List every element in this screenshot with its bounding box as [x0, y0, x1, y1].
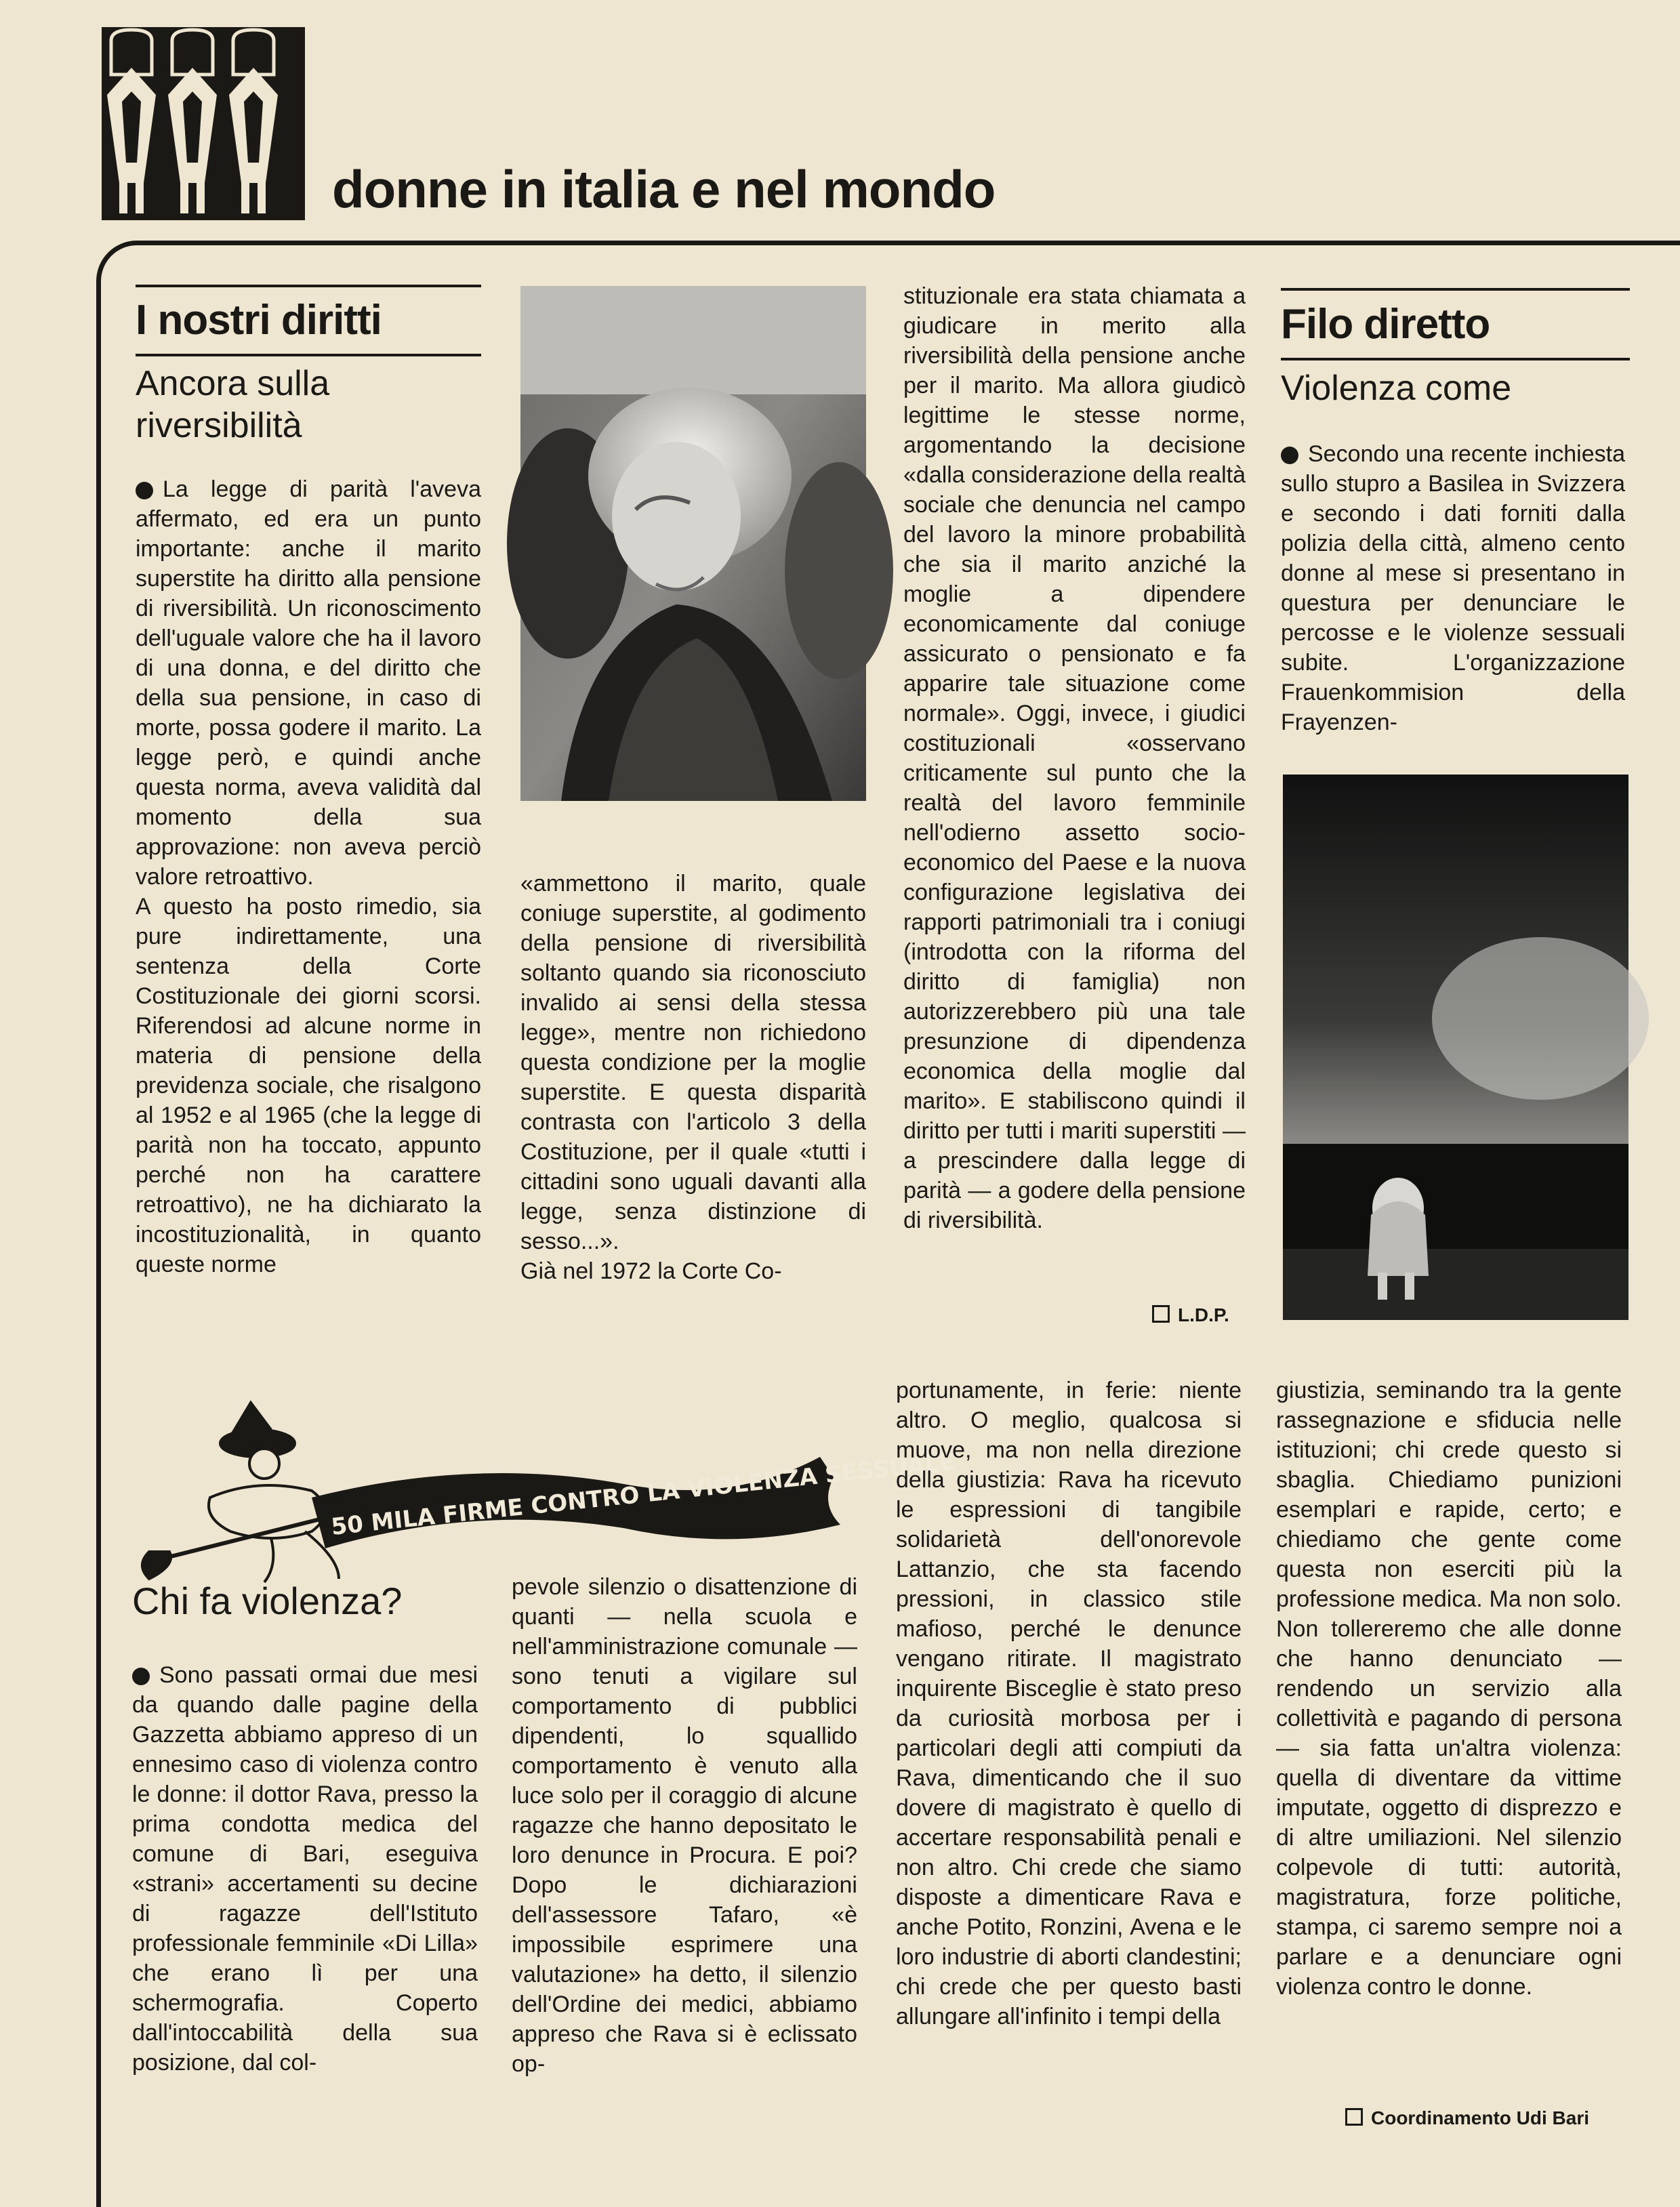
section-rule-top: [136, 285, 481, 287]
three-women-silhouettes-icon: [102, 27, 305, 220]
article-title-chi-fa-violenza: Chi fa violenza?: [132, 1580, 403, 1622]
section-rule-bottom-right: [1281, 358, 1630, 360]
article-column-3: stituzionale era stata chiamata a giudicare in merito alla riversibilità della pensione anche per il marito. Ma allora giudicò legittime le stesse norme, argomentando la decisione «dalla considerazione della realtà sociale che denuncia nel campo del lavoro la minore probabilità che sia il marito anziché la moglie a dipendere economicamente dal coniuge assicurato o pensionato e fa apparire tale situazione come normale». Oggi, invece, i giudici costituzionali «osservano criticamente sul punto che la realtà del lavoro femminile nell'odierno assetto socio-economico del Paese e la nuova configurazione legislativa dei rapporti patrimoniali tra i coniugi (introdotta con la riforma del diritto di famiglia) non autorizzerebbero più una tale presunzione di dipendenza economica della moglie dal marito». E stabiliscono quindi il diritto per tutti i mariti superstiti — a prescindere dalla legge di parità — a godere della pensione di riversibilità.: [903, 283, 1246, 1233]
photo-elderly-woman: [520, 286, 866, 801]
bottom-column-2: pevole silenzio o disattenzione di quanti — nella scuola e nell'amministrazione comunale — sono tenuti a vigilare sul comportamento di pubblici dipendenti, lo squallido comportamento è venuto alla luce solo per il coraggio di alcune ragazze che hanno depositato le loro denunce in Procura. E poi? Dopo le dichiarazioni dell'assessore Tafaro, «è impossibile esprimere una valutazione» ha detto, il silenzio dell'Ordine dei medici, abbiamo appreso che Rava si è eclissato op-: [512, 1574, 857, 2077]
bottom-column-3: portunamente, in ferie: niente altro. O meglio, qualcosa si muove, ma non nella direzione della giustizia: Rava ha ricevuto le espressioni di tangibile solidarietà dell'onorevole Lattanzio, che sta facendo pressioni, in classico stile mafioso, perché le denunce vengano ritirate. Il magistrato inquirente Bisceglie è stato preso da curiosità morbosa per i particolari degli atti compiuti da Rava, dimenticando che il suo dovere di magistrato è quello di accertare responsabilità penali e non altro. Chi crede che siamo disposte a dimenticare Rava e anche Potito, Ronzini, Avena e le loro industrie di aborti clandestini; chi crede che per questo basti allungare all'infinito i tempi della: [896, 1378, 1242, 2029]
article-frame-left: [96, 1389, 101, 2207]
article-subtitle-right: Violenza come: [1281, 369, 1512, 408]
photo-seated-woman: [1283, 775, 1628, 1320]
bullet-icon: [1281, 447, 1298, 464]
section-title-nostri-diritti: I nostri diritti: [136, 297, 382, 344]
article-right-body-text: Secondo una recente inchiesta sullo stupro a Basilea in Svizzera e secondo i dati forniti dalla polizia della città, almeno cento donne al mese si presentano in questura per denunciare le percosse e le violenze sessuali subite. L'organizzazione Frauenkommision della Frayenzen-: [1281, 441, 1625, 735]
signature-udi-bari: [1345, 2107, 1589, 2129]
banner-text: 50 MILA FIRME CONTRO LA VIOLENZA SESSUALE: [329, 1448, 957, 1541]
banner-illustration-witch: [136, 1382, 957, 1586]
article-right-body: [1281, 439, 1625, 741]
bullet-icon: [132, 1668, 150, 1685]
article-column-1: [136, 474, 481, 1321]
signature-ldp: [1152, 1304, 1229, 1326]
bottom-column-1-text: Sono passati ormai due mesi da quando dalle pagine della Gazzetta abbiamo appreso di un ennesimo caso di violenza contro le donne: il dottor Rava, presso la prima condotta medica del comune di Bari, eseguiva «strani» accertamenti su decine di ragazze dell'Istituto professionale femminile «Di Lilla» che erano lì per una schermografia. Coperto dall'intoccabilità della sua posizione, dal col-: [132, 1662, 478, 2076]
section-rule-top-right: [1281, 288, 1630, 291]
article-column-1-text: La legge di parità l'aveva affermato, ed era un punto importante: anche il marito superstite ha diritto alla pensione di riversibilità. Un riconoscimento dell'uguale valore che ha il lavoro di una donna, e del diritto che della sua pensione, in caso di morte, possa godere il marito. La legge però, e quindi anche questa norma, aveva validità dal momento della sua approvazione: non aveva perciò valore retroattivo. A questo ha posto rimedio, sia pure indirettamente, una sentenza della Corte Costituzionale dei giorni scorsi. Riferendosi ad alcune norme in materia di pensione della previdenza sociale, che risalgono al 1952 e al 1965 (che la legge di parità non ha toccato, appunto perché non ha carattere retroattivo), ne ha dichiarato la incostituzionalità, in quanto queste norme: [136, 476, 481, 1277]
section-rule-bottom: [136, 354, 481, 356]
bullet-icon: [136, 482, 153, 499]
signature-box-icon: [1345, 2108, 1363, 2126]
article-column-2: «ammettono il marito, quale coniuge superstite, al godimento della pensione di riversibilità soltanto quando sia riconosciuto invalido ai sensi della stessa legge», mentre non richiedono questa condizione per la moglie superstite. E questa disparità contrasta con l'articolo 3 della Costituzione, per il quale «tutti i cittadini sono uguali davanti alla legge, senza distinzione di sesso...». Già nel 1972 la Corte Co-: [520, 871, 866, 1284]
bottom-column-1: [132, 1660, 478, 2134]
signature-box-icon: [1152, 1305, 1170, 1323]
section-title-filo-diretto: Filo diretto: [1281, 301, 1490, 348]
article-subtitle: Ancora sulla riversibilità: [136, 364, 330, 445]
page-header-title: donne in italia e nel mondo: [332, 159, 996, 219]
signature-udi-bari-text: Coordinamento Udi Bari: [1371, 2107, 1590, 2128]
signature-ldp-text: L.D.P.: [1178, 1304, 1229, 1325]
bottom-column-4: giustizia, seminando tra la gente rassegnazione e sfiducia nelle istituzioni; chi crede questo si sbaglia. Chiediamo punizioni esemplari e rapide, certo; e chiediamo che gente come questa non eserciti più la professione medica. Ma non solo. Non tollereremo che alle donne che hanno denunciato — rendendo un servizio alla collettività e pagando di persona — sia fatta un'altra violenza: quella di diventare da vittime imputate, oggetto di disprezzo e di altre umiliazioni. Nel silenzio colpevole di tutti: autorità, magistratura, forze politiche, stampa, ci saremo sempre noi a parlare e a denunciare ogni violenza contro le donne.: [1276, 1378, 1622, 2000]
